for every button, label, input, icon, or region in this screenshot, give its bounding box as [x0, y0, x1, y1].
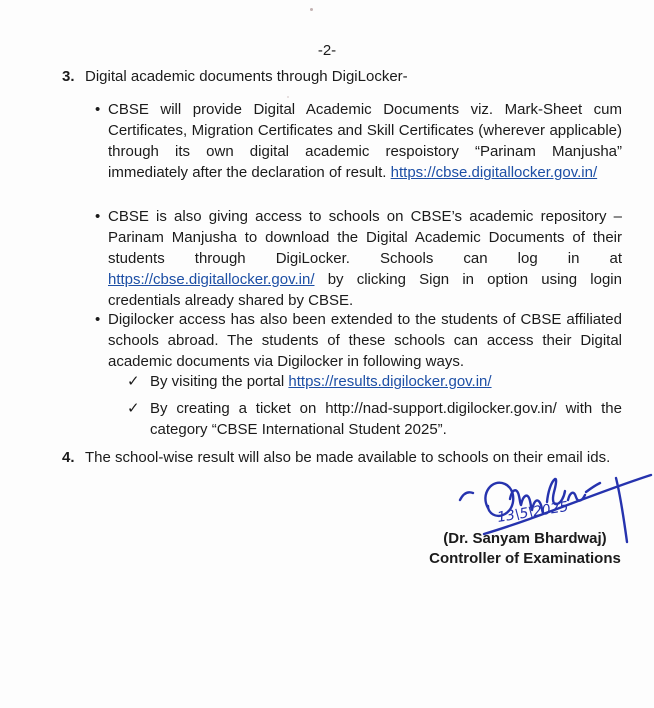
cbse-digitallocker-link[interactable]: https://cbse.digitallocker.gov.in/ [108, 271, 315, 288]
check-icon: ✓ [127, 400, 140, 417]
item-4-text: The school-wise result will also be made available to schools on their email ids. [85, 449, 611, 466]
signature-stroke [460, 492, 473, 500]
bullet-text: by clicking Sign in option using login credentials already shared by CBSE. [108, 271, 622, 309]
check-icon: ✓ [127, 373, 140, 390]
cbse-digitallocker-link[interactable]: https://cbse.digitallocker.gov.in/ [390, 164, 598, 181]
check-text: By creating a ticket on http://nad-support.digilocker.gov.in/ with the category “CBSE International Student 2025”. [150, 400, 622, 438]
bullet-item-parinam-manjusha [95, 99, 622, 183]
bullet-item-students-abroad [95, 309, 622, 372]
page-number: -2- [317, 42, 337, 59]
bullet-item-school-access [95, 206, 622, 311]
bullet-paragraph [108, 206, 622, 311]
results-digilocker-link[interactable]: https://results.digilocker.gov.in/ [288, 373, 492, 390]
item-3-heading-row [62, 66, 624, 87]
bullet-icon: • [95, 101, 101, 118]
item-4-number: 4. [62, 449, 75, 466]
item-3-number: 3. [62, 68, 75, 85]
signatory-block [410, 529, 640, 569]
scan-speck [287, 96, 289, 98]
bullet-icon: • [95, 311, 101, 328]
bullet-text: CBSE will provide Digital Academic Documents viz. Mark-Sheet cum Certificates, Migration Certificates and Skill Certificates (wherever applicable) through its own digital academic respoistory “Parinam Manjusha” immediately after the declaration of result. [108, 101, 622, 181]
check-item-ticket [127, 398, 622, 440]
bullet-text: Digilocker access has also been extended to the students of CBSE affiliated schools abroad. The students of these schools can access their Digital academic documents via Digilocker in following ways. [108, 311, 622, 370]
bullet-text: CBSE is also giving access to schools on CBSE’s academic repository – Parinam Manjusha to download the Digital Academic Documents of their students through DigiLocker. Schools can log in at [108, 208, 622, 267]
signature-stroke [586, 483, 600, 492]
signatory-title: Controller of Examinations [429, 550, 621, 567]
check-paragraph [150, 371, 622, 392]
check-item-portal [127, 371, 622, 392]
bullet-icon: • [95, 208, 101, 225]
item-3-heading-text: Digital academic documents through DigiLocker- [85, 68, 408, 85]
signature-date: 13\5\2025 [496, 498, 570, 526]
check-text: By visiting the portal [150, 373, 289, 390]
bullet-paragraph [108, 99, 622, 183]
check-paragraph [150, 398, 622, 440]
scan-speck [310, 8, 313, 11]
signatory-name: (Dr. Sanyam Bhardwaj) [443, 530, 607, 547]
bullet-paragraph [108, 309, 622, 372]
